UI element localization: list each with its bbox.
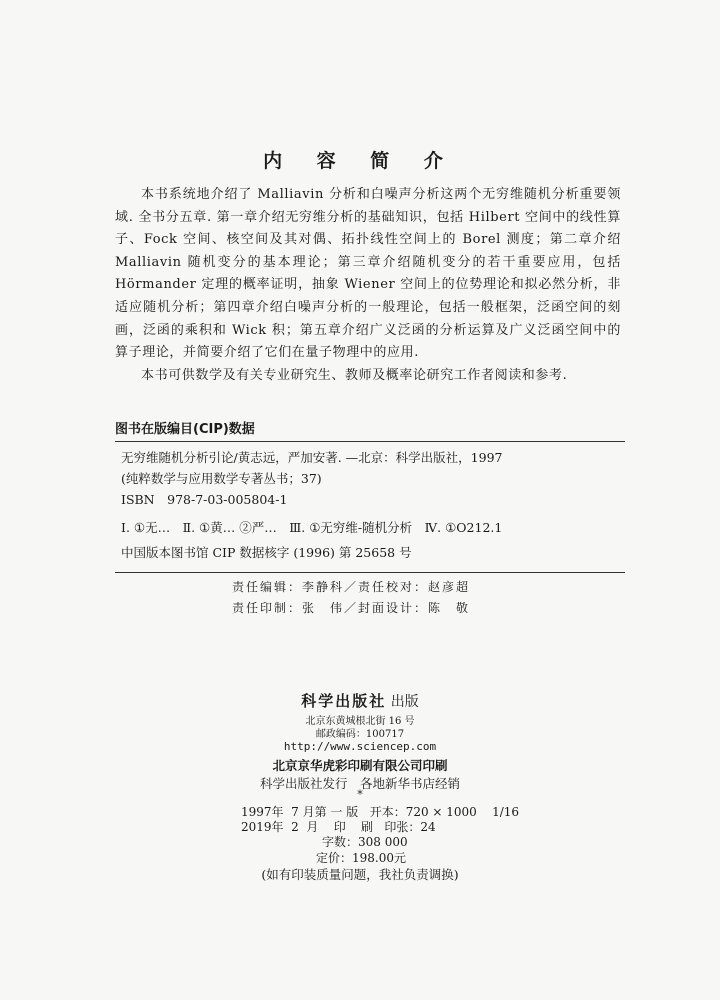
summary-paragraph: 本书系统地介绍了 Malliavin 分析和白噪声分析这两个无穷维随机分析重要领域. 全书分五章. 第一章介绍无穷维分析的基础知识，包括 Hilbert 空间中的线性算子、Fock 空间、核空间及其对偶、拓扑线性空间上的 Borel 测度；第二章介绍 Malliavin 随机变分的基本理论；第三章介绍随机变分的若干重要应用，包括 Hörmander 定理的概率证明，抽象 Wiener 空间上的位势理论和拟必然分析，非适应随机分析；第四章介绍白噪声分析的一般理论，包括一般框架，泛函空间的刻画，泛函的乘积和 Wick 积；第五章介绍广义泛函的分析运算及广义泛函空间中的算子理论，并简要介绍了它们在量子物理中的应用. xyxy=(115,187,621,361)
separator-mark: * xyxy=(357,788,363,801)
summary-title: 内 容 简 介 xyxy=(263,150,457,172)
cip-title-line: 无穷维随机分析引论/黄志远，严加安著. —北京：科学出版社，1997 xyxy=(121,450,503,465)
quality-notice: (如有印装质量问题，我社负责调换) xyxy=(261,867,459,882)
distribution-line: 科学出版社发行 各地新华书店经销 xyxy=(259,776,460,791)
cip-classification-line: Ⅰ. ①无… Ⅱ. ①黄… ②严… Ⅲ. ①无穷维-随机分析 Ⅳ. ①O212.1 xyxy=(121,520,503,535)
printer-line: 北京京华虎彩印刷有限公司印刷 xyxy=(272,758,448,773)
cip-record-number-line: 中国版本图书馆 CIP 数据核字 (1996) 第 25658 号 xyxy=(121,545,412,560)
publisher-url: http://www.sciencep.com xyxy=(283,740,437,753)
word-count: 字数：308 000 xyxy=(322,835,408,849)
publisher-suffix: 出版 xyxy=(386,694,419,710)
cip-isbn-line: ISBN 978-7-03-005804-1 xyxy=(121,492,288,507)
cip-data-block xyxy=(115,440,625,573)
production-credits: 责任印制：张 伟／封面设计：陈 敬 xyxy=(232,601,471,615)
cip-heading: 图书在版编目(CIP)数据 xyxy=(115,418,625,442)
summary-body xyxy=(115,184,621,387)
summary-paragraph: 本书可供数学及有关专业研究生、教师及概率论研究工作者阅读和参考. xyxy=(141,367,568,383)
price: 定价：198.00元 xyxy=(316,851,406,865)
editor-credits: 责任编辑：李静科／责任校对：赵彦超 xyxy=(232,580,471,594)
publisher-postcode: 邮政编码：100717 xyxy=(315,729,405,740)
cip-series-line: (纯粹数学与应用数学专著丛书；37) xyxy=(121,471,322,486)
publisher-logo-text: 科学出版社 xyxy=(301,692,387,710)
edition-line: 1997年 7 月第 一 版 开本：720 × 1000 1/16 xyxy=(241,805,520,819)
publisher-name xyxy=(0,690,720,711)
publisher-address: 北京东黄城根北街 16 号 xyxy=(305,716,415,727)
printing-line: 2019年 2 月 印 刷 印张：24 xyxy=(241,820,436,834)
